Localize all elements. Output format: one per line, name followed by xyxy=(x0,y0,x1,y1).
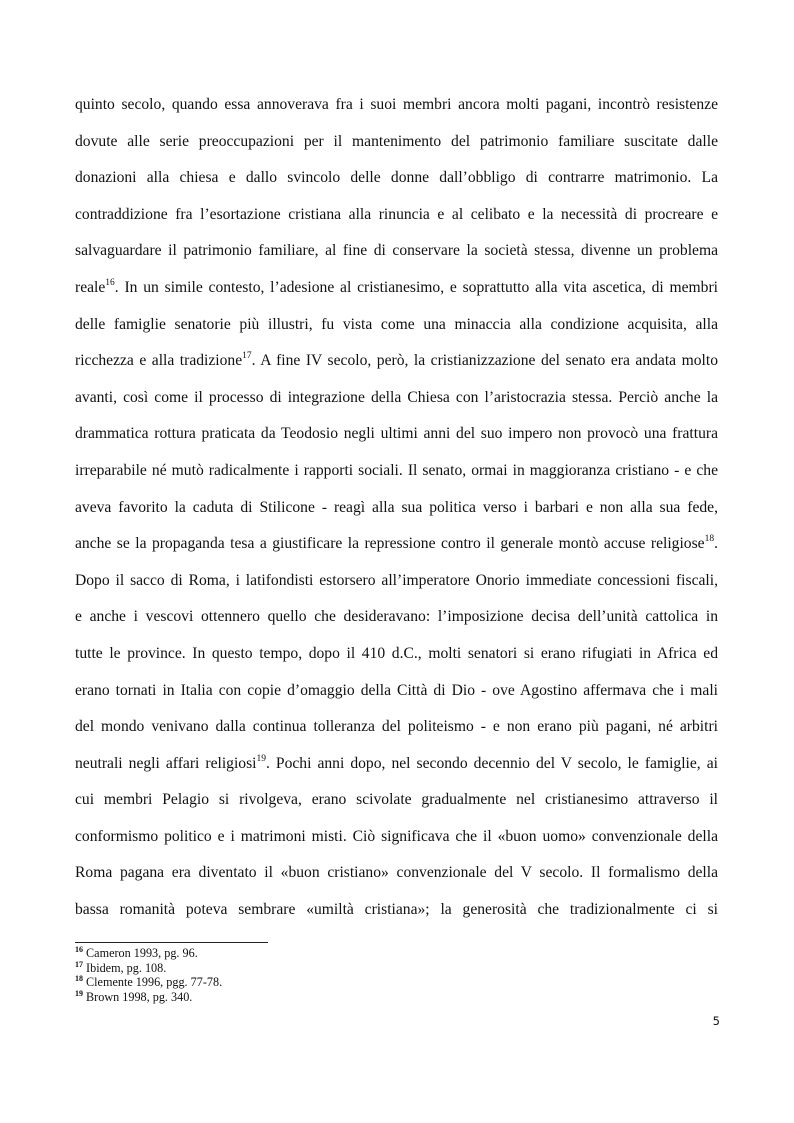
footnote xyxy=(75,990,475,1005)
body-line xyxy=(75,599,718,636)
body-line xyxy=(75,124,718,161)
body-line xyxy=(75,270,718,307)
body-line xyxy=(75,892,718,929)
text-run: quinto secolo, quando essa annoverava fra i suoi membri ancora molti pagani, incontrò resistenze xyxy=(75,96,718,113)
text-run: donazioni alla chiesa e dallo svincolo delle donne dall’obbligo di contrarre matrimonio. La xyxy=(75,169,718,187)
body-line xyxy=(75,160,718,197)
text-run: drammatica rottura praticata da Teodosio negli ultimi anni del suo impero non provocò una frattura xyxy=(75,425,718,443)
body-line xyxy=(75,563,718,600)
body-line xyxy=(75,746,718,783)
text-run: erano tornati in Italia con copie d’omaggio della Città di Dio - ove Agostino affermava che i mali xyxy=(75,681,718,699)
footnote-reference: 17 xyxy=(242,350,252,361)
footnote-number: 18 xyxy=(75,974,83,984)
text-run: Dopo il sacco di Roma, i latifondisti estorsero all’imperatore Onorio immediate concessioni fiscali, xyxy=(75,571,718,589)
text-run: bassa romanità poteva sembrare «umiltà cristiana»; la generosità che tradizionalmente ci si xyxy=(75,901,718,919)
body-line xyxy=(75,197,718,234)
text-run: del mondo venivano dalla continua tolleranza del politeismo - e non erano più pagani, né arbitri xyxy=(75,718,718,736)
footnote-text: Cameron 1993, pg. 96. xyxy=(83,946,198,960)
text-run: . A fine IV secolo, però, la cristianizzazione del senato era andata molto xyxy=(251,352,718,370)
footnote-number: 19 xyxy=(75,988,83,998)
footnote xyxy=(75,946,475,961)
text-run: reale xyxy=(75,278,106,296)
footnote-text: Clemente 1996, pgg. 77-78. xyxy=(83,975,223,990)
footnote-separator xyxy=(75,942,268,943)
text-run: e anche i vescovi ottennero quello che desideravano: l’imposizione decisa dell’unità cattolica in xyxy=(75,608,718,626)
text-run: tutte le province. In questo tempo, dopo il 410 d.C., molti senatori si erano rifugiati in Africa ed xyxy=(75,644,718,662)
page-number: 5 xyxy=(712,1014,720,1028)
body-line xyxy=(75,819,718,856)
text-run: anche se la propaganda tesa a giustificare la repressione contro il generale montò accuse religiose xyxy=(75,535,705,553)
footnote-number: 16 xyxy=(75,944,83,954)
footnote xyxy=(75,961,475,976)
text-run: contraddizione fra l’esortazione cristiana alla rinuncia e al celibato e la necessità di procreare e xyxy=(75,205,718,223)
text-run: cui membri Pelagio si rivolgeva, erano scivolate gradualmente nel cristianesimo attraverso il xyxy=(75,791,718,809)
body-line xyxy=(75,380,718,417)
body-line xyxy=(75,233,718,270)
footnote xyxy=(75,975,475,990)
footnotes xyxy=(75,946,475,1004)
text-run: neutrali negli affari religiosi xyxy=(75,754,257,772)
body-line xyxy=(75,673,718,710)
text-run: salvaguardare il patrimonio familiare, al fine di conservare la società stessa, divenne un problema xyxy=(75,242,718,260)
body-line xyxy=(75,526,718,563)
text-run: Roma pagana era diventato il «buon cristiano» convenzionale del V secolo. Il formalismo della xyxy=(75,864,718,882)
text-run: irreparabile né mutò radicalmente i rapporti sociali. Il senato, ormai in maggioranza cristiano - e che xyxy=(75,461,718,479)
body-line xyxy=(75,709,718,746)
text-run: dovute alle serie preoccupazioni per il mantenimento del patrimonio familiare suscitate dalle xyxy=(75,132,718,150)
text-run: conformismo politico e i matrimoni misti. Ciò significava che il «buon uomo» convenzionale della xyxy=(75,827,718,845)
body-line xyxy=(75,782,718,819)
text-run: . xyxy=(714,535,718,553)
footnote-reference: 19 xyxy=(256,753,266,764)
text-run: aveva favorito la caduta di Stilicone - reagì alla sua politica verso i barbari e non alla sua fede, xyxy=(75,498,718,516)
body-text xyxy=(75,87,718,929)
text-run: . In un simile contesto, l’adesione al cristianesimo, e soprattutto alla vita ascetica, di membri xyxy=(114,278,718,296)
text-run: delle famiglie senatorie più illustri, fu vista come una minaccia alla condizione acquisita, alla xyxy=(75,315,718,333)
text-run: . Pochi anni dopo, nel secondo decennio del V secolo, le famiglie, ai xyxy=(265,754,718,772)
text-run: avanti, così come il processo di integrazione della Chiesa con l’aristocrazia stessa. Perciò anche la xyxy=(75,388,718,406)
text-run: ricchezza e alla tradizione xyxy=(75,352,243,370)
body-line xyxy=(75,416,718,453)
footnote-text: Ibidem, pg. 108. xyxy=(83,960,167,975)
body-line xyxy=(75,490,718,527)
body-line xyxy=(75,307,718,344)
body-line xyxy=(75,636,718,673)
footnote-reference: 16 xyxy=(105,277,115,288)
body-line xyxy=(75,87,718,124)
footnote-number: 17 xyxy=(75,959,83,969)
footnote-reference: 18 xyxy=(704,533,715,544)
body-line xyxy=(75,453,718,490)
footnote-text: Brown 1998, pg. 340. xyxy=(83,989,193,1004)
body-line xyxy=(75,855,718,892)
body-line xyxy=(75,343,718,380)
